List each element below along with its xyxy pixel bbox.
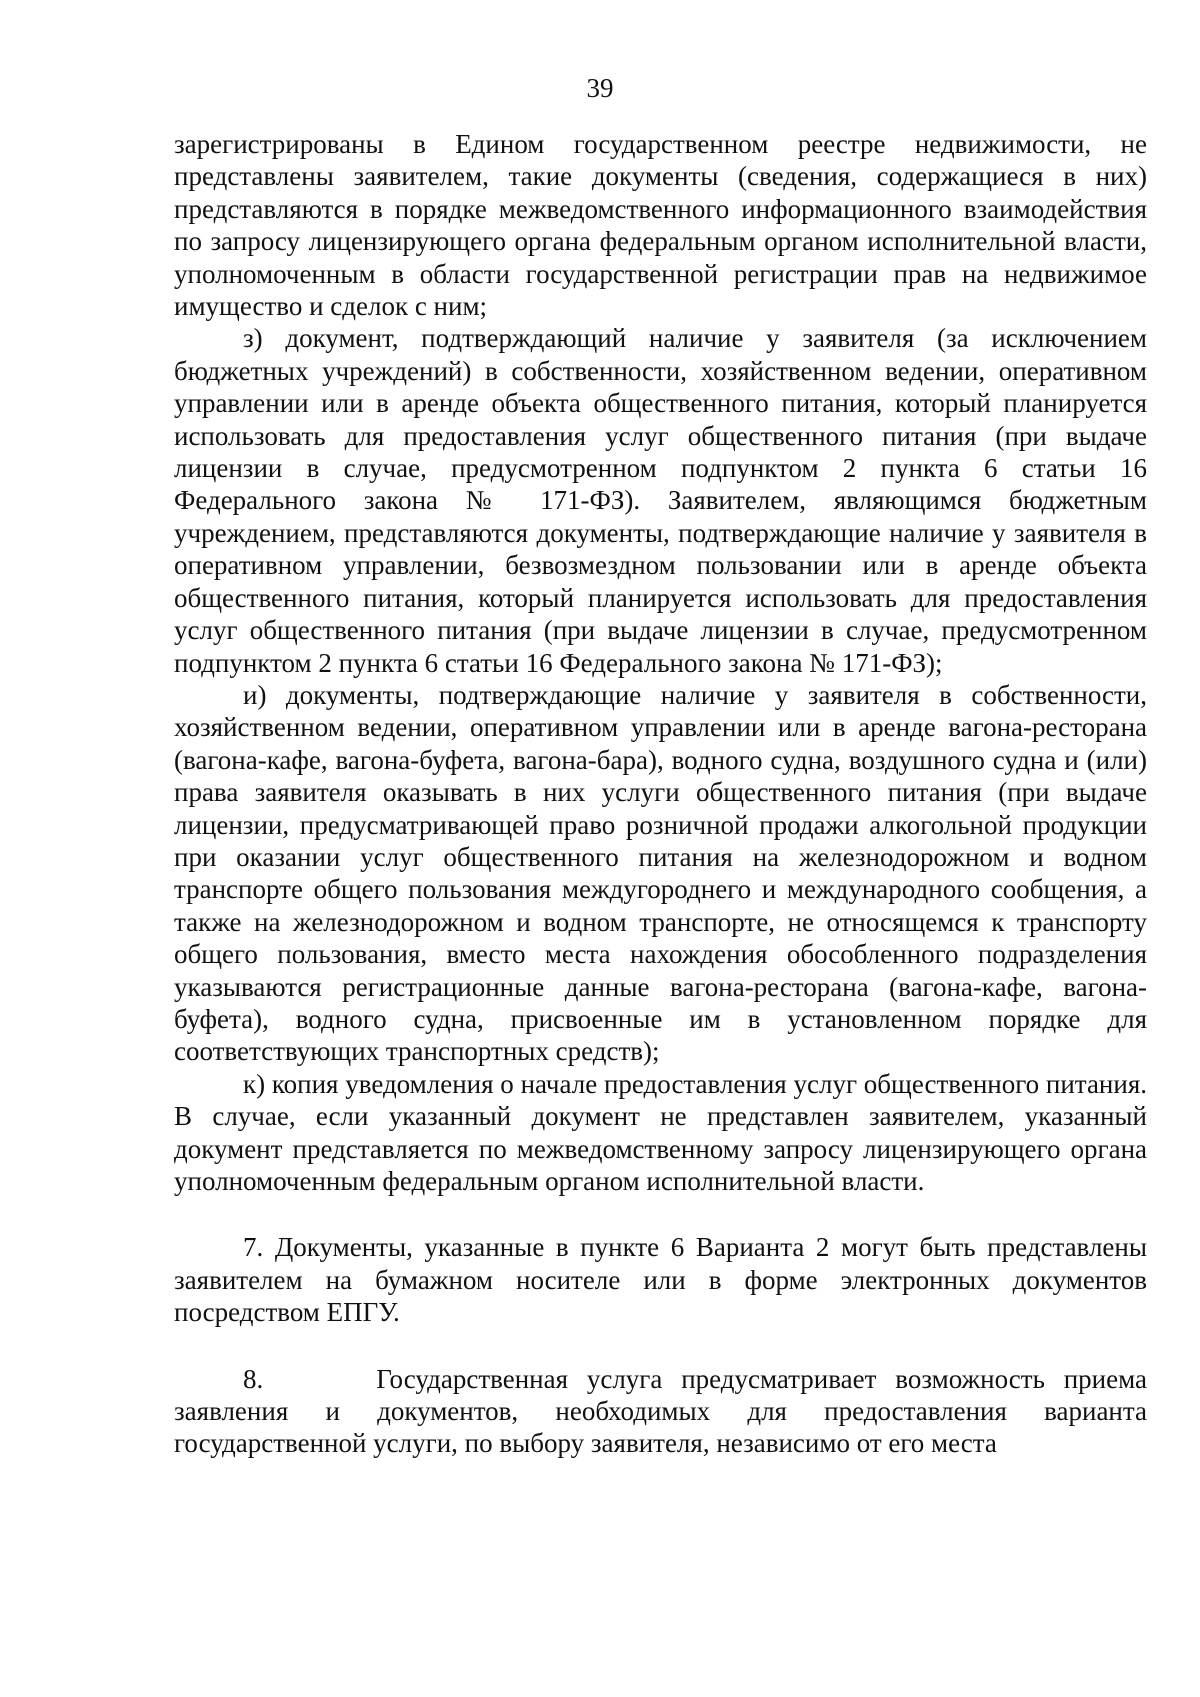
page-number: 39 <box>586 73 614 103</box>
paragraph-point-7: 7. Документы, указанные в пункте 6 Варианта 2 могут быть представлены заявителем на бумажном носителе или в форме электронных документов посредством ЕПГУ. <box>174 1232 1147 1328</box>
document-body <box>174 128 1147 1460</box>
paragraph-point-8: 8. Государственная услуга предусматривает возможность приема заявления и документов, необходимых для предоставления варианта государственной услуги, по выбору заявителя, независимо от его места <box>174 1363 1147 1459</box>
paragraph-item-k: к) копия уведомления о начале предоставления услуг общественного питания. В случае, если указанный документ не представлен заявителем, указанный документ представляется по межведомственному запросу лицензирующего органа уполномоченным федеральным органом исполнительной власти. <box>174 1068 1147 1196</box>
paragraph-continuation: зарегистрированы в Едином государственном реестре недвижимости, не представлены заявителем, такие документы (сведения, содержащиеся в них) представляются в порядке межведомственного информационного взаимодействия по запросу лицензирующего органа федеральным органом исполнительной власти, уполномоченным в области государственной регистрации прав на недвижимое имущество и сделок с ним; <box>174 129 1147 322</box>
paragraph-item-z: з) документ, подтверждающий наличие у заявителя (за исключением бюджетных учреждений) в собственности, хозяйственном ведении, оперативном управлении или в аренде объекта общественного питания, который планируется использовать для предоставления услуг общественного питания (при выдаче лицензии в случае, предусмотренном подпунктом 2 пункта 6 статьи 16 Федерального закона № 171-ФЗ). Заявителем, являющимся бюджетным учреждением, представляются документы, подтверждающие наличие у заявителя в оперативном управлении, безвозмездном пользовании или в аренде объекта общественного питания, который планируется использовать для предоставления услуг общественного питания (при выдаче лицензии в случае, предусмотренном подпунктом 2 пункта 6 статьи 16 Федерального закона № 171-ФЗ); <box>174 323 1147 678</box>
paragraph-item-i: и) документы, подтверждающие наличие у заявителя в собственности, хозяйственном ведении, оперативном управлении или в аренде вагона-ресторана (вагона-кафе, вагона-буфета, вагона-бара), водного судна, воздушного судна и (или) права заявителя оказывать в них услуги общественного питания (при выдаче лицензии, предусматривающей право розничной продажи алкогольной продукции при оказании услуг общественного питания на железнодорожном и водном транспорте общего пользования междугороднего и международного сообщения, а также на железнодорожном и водном транспорте, не относящемся к транспорту общего пользования, вместо места нахождения обособленного подразделения указываются регистрационные данные вагона-ресторана (вагона-кафе, вагона-буфета), водного судна, присвоенные им в установленном порядке для соответствующих транспортных средств); <box>174 679 1147 1067</box>
